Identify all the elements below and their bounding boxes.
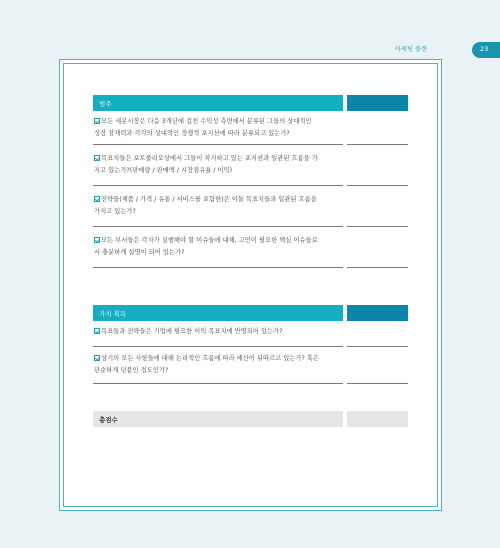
item-text-line2: 성장 잠재력과 각각의 상대적인 경쟁적 포지션에 따라 분류되고 있는가? bbox=[94, 129, 290, 137]
item-text-line1: 상기의 모든 사항들에 대해 논리적인 흐름에 따라 예산이 뒤따르고 있는가? 혹은 bbox=[101, 355, 320, 362]
checkbox-icon[interactable] bbox=[94, 328, 100, 334]
score-line bbox=[347, 226, 408, 227]
answer-line bbox=[93, 185, 343, 186]
section-header bbox=[93, 305, 412, 321]
score-column-header bbox=[347, 305, 408, 321]
item-text-line1: 모든 세분시장은 다음 3개년에 걸친 수익성 측면에서 분류된 그들의 상대적인 bbox=[101, 118, 312, 125]
score-line bbox=[347, 346, 408, 347]
item-text-line2: 단순하게 덧붙인 정도인가? bbox=[94, 366, 169, 374]
checklist-item bbox=[93, 194, 412, 232]
checklist-inner-frame bbox=[63, 63, 438, 507]
checklist-item bbox=[93, 353, 412, 387]
checkbox-icon[interactable] bbox=[94, 196, 100, 202]
item-text-line1: 목표치들은 포트폴리오상에서 그들이 차지하고 있는 포지션과 일관된 흐름을 가 bbox=[101, 155, 318, 162]
answer-line bbox=[93, 226, 343, 227]
checkbox-icon[interactable] bbox=[94, 118, 100, 124]
total-score-box[interactable] bbox=[347, 411, 408, 427]
section-title: 가치 획득 bbox=[93, 305, 343, 321]
total-score-label: 총점수 bbox=[93, 411, 343, 427]
checklist-frame bbox=[59, 59, 442, 511]
section-header bbox=[93, 95, 412, 111]
score-line bbox=[347, 383, 408, 384]
answer-line bbox=[93, 383, 343, 384]
score-line bbox=[347, 267, 408, 268]
answer-line bbox=[93, 267, 343, 268]
answer-line bbox=[93, 346, 343, 347]
item-text-line2: 서 충분하게 설명이 되어 있는가? bbox=[94, 248, 185, 256]
checkbox-icon[interactable] bbox=[94, 237, 100, 243]
score-line bbox=[347, 185, 408, 186]
checklist-item bbox=[93, 326, 412, 350]
checklist-item bbox=[93, 116, 412, 150]
item-text-line1: 모든 부서들은 각자가 실행해야 할 이슈들에 대해, 고민이 필요한 핵심 이슈들로 bbox=[101, 237, 318, 244]
page-number-tab bbox=[472, 42, 500, 58]
score-column-header bbox=[347, 95, 408, 111]
section-category bbox=[93, 95, 412, 269]
header-section-label: 마케팅 플랜 bbox=[395, 46, 428, 53]
item-text-line2: 지고 있는가?(판매량 / 판매액 / 시장점유율 / 이익) bbox=[94, 166, 233, 174]
checkbox-icon[interactable] bbox=[94, 155, 100, 161]
checklist-item bbox=[93, 235, 412, 269]
section-value-capture bbox=[93, 305, 412, 387]
checkbox-icon[interactable] bbox=[94, 355, 100, 361]
item-text-line1: 목표들과 전략들은 기업에 필요한 이익 목표치에 반영되어 있는가? bbox=[101, 328, 283, 335]
page-number: 23 bbox=[480, 45, 489, 53]
total-score-row bbox=[93, 411, 412, 427]
item-text-line1: 전략들(제품 / 가격 / 유통 / 서비스를 포함한)은 이들 목표치들과 일관된 흐름을 bbox=[101, 196, 317, 203]
item-text-line2: 가지고 있는가? bbox=[94, 207, 136, 215]
score-line bbox=[347, 144, 408, 145]
answer-line bbox=[93, 144, 343, 145]
checklist-item bbox=[93, 153, 412, 191]
section-title: 범주 bbox=[93, 95, 343, 111]
